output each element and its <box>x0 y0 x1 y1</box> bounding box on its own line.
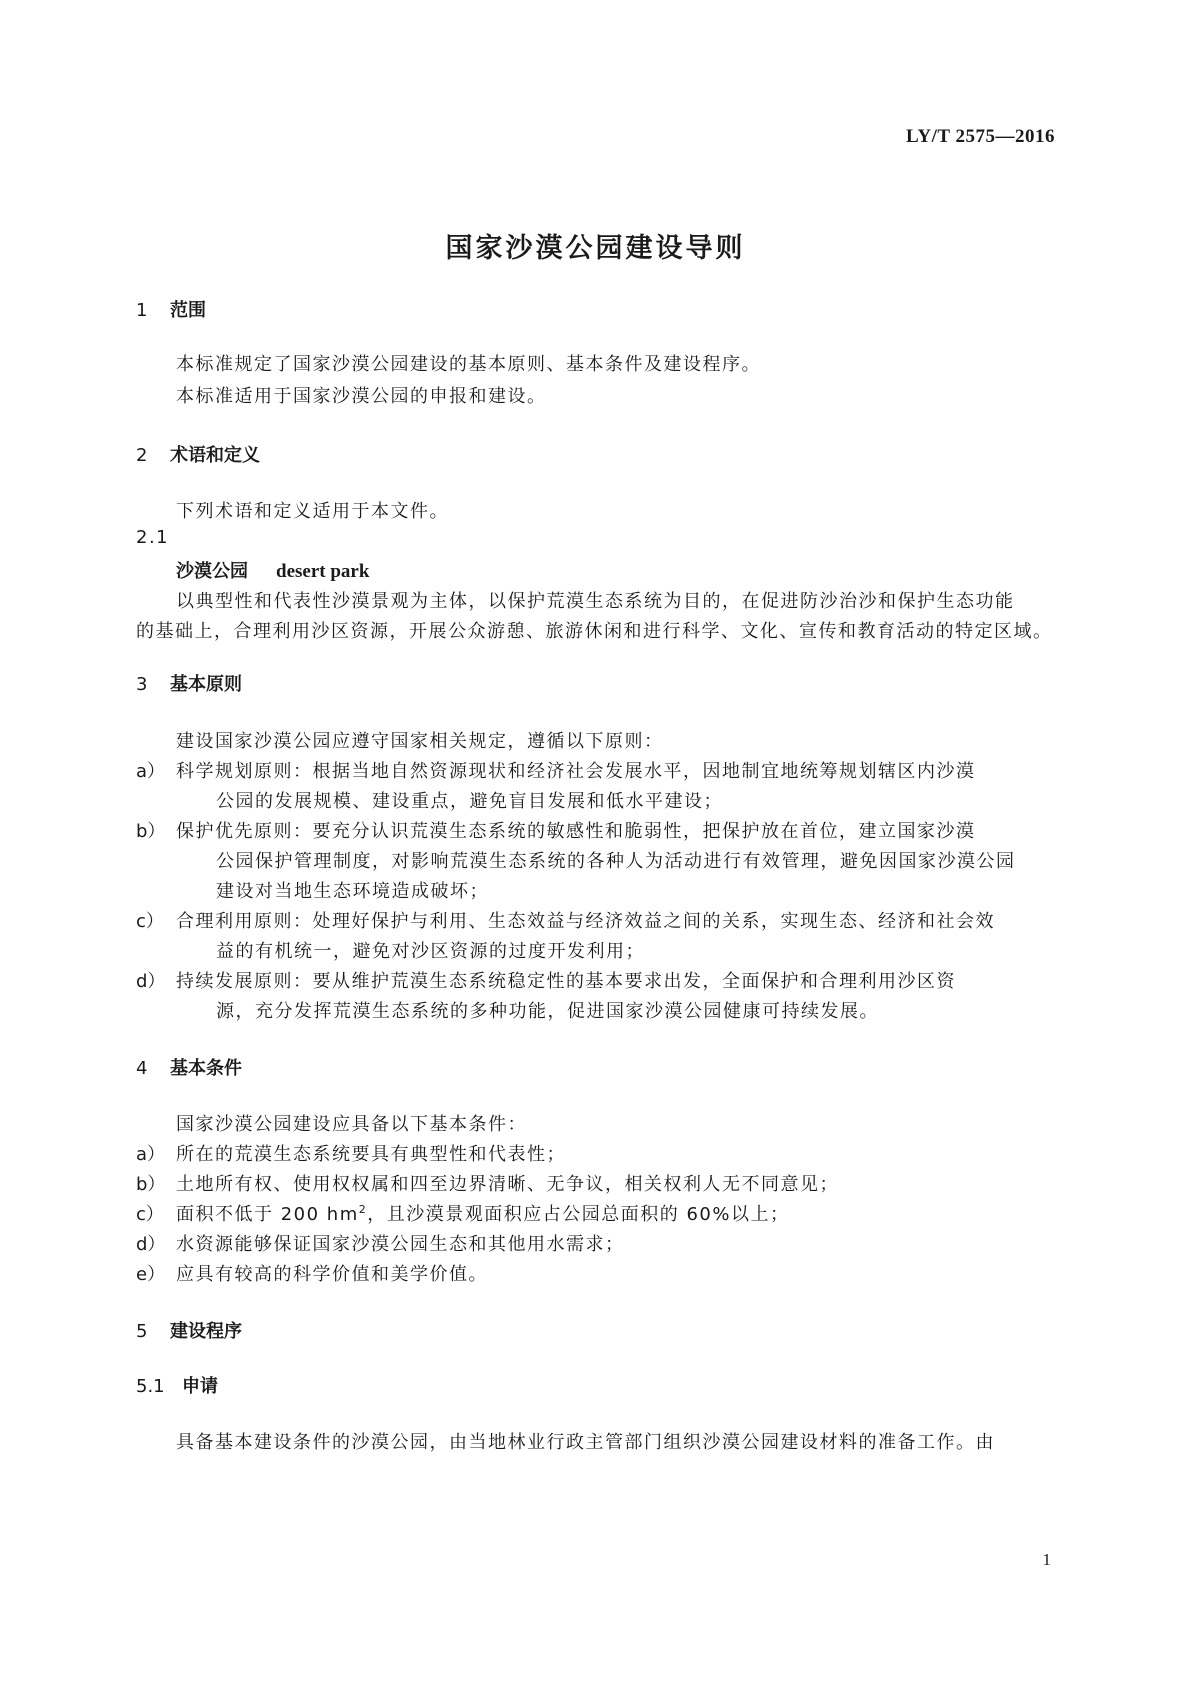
definition-line: 以典型性和代表性沙漠景观为主体，以保护荒漠生态系统为目的，在促进防沙治沙和保护生态功能 <box>176 591 1015 612</box>
term-chinese: 沙漠公园 <box>176 561 248 582</box>
list-text: 面积不低于 200 hm <box>176 1204 359 1225</box>
page-number: 1 <box>1042 1550 1051 1569</box>
list-marker: a） <box>136 1144 166 1165</box>
list-text: 水资源能够保证国家沙漠公园生态和其他用水需求； <box>176 1234 625 1255</box>
list-text: 应具有较高的科学价值和美学价值。 <box>176 1264 488 1285</box>
list-item <box>136 1200 789 1226</box>
section-number: 4 <box>136 1058 148 1079</box>
paragraph: 建设国家沙漠公园应遵守国家相关规定，遵循以下原则： <box>176 731 664 752</box>
subsection-title: 申请 <box>182 1376 218 1397</box>
list-marker: d） <box>136 1234 166 1255</box>
list-marker: c） <box>136 1204 164 1225</box>
list-marker: b） <box>136 821 166 842</box>
standard-code: LY/T 2575—2016 <box>905 126 1055 147</box>
list-marker: b） <box>136 1174 166 1195</box>
definition-line: 的基础上，合理利用沙区资源，开展公众游憩、旅游休闲和进行科学、文化、宣传和教育活动的特定区域。 <box>136 621 1053 642</box>
list-continuation: 源，充分发挥荒漠生态系统的多种功能，促进国家沙漠公园健康可持续发展。 <box>216 1001 879 1022</box>
list-text: 所在的荒漠生态系统要具有典型性和代表性； <box>176 1144 566 1165</box>
paragraph: 国家沙漠公园建设应具备以下基本条件： <box>176 1114 527 1135</box>
list-item <box>136 967 956 993</box>
document-title: 国家沙漠公园建设导则 <box>445 233 746 264</box>
section-number: 2 <box>136 445 148 466</box>
list-continuation: 益的有机统一，避免对沙区资源的过度开发利用； <box>216 941 645 962</box>
list-text: ，且沙漠景观面积应占公园总面积的 60%以上； <box>367 1204 790 1225</box>
section-1-heading <box>136 296 206 322</box>
term-entry <box>176 557 369 583</box>
list-item <box>136 907 995 933</box>
section-title: 术语和定义 <box>170 445 260 466</box>
list-text: 持续发展原则：要从维护荒漠生态系统稳定性的基本要求出发，全面保护和合理利用沙区资 <box>176 971 956 992</box>
list-item <box>136 817 976 843</box>
section-3-heading <box>136 670 242 696</box>
list-continuation: 建设对当地生态环境造成破坏； <box>216 881 489 902</box>
list-item <box>136 1230 625 1256</box>
section-number: 3 <box>136 674 148 695</box>
section-number: 1 <box>136 300 148 321</box>
list-item <box>136 1260 488 1286</box>
list-marker: c） <box>136 911 164 932</box>
paragraph: 本标准规定了国家沙漠公园建设的基本原则、基本条件及建设程序。 <box>176 354 761 375</box>
section-title: 基本原则 <box>170 674 242 695</box>
paragraph: 本标准适用于国家沙漠公园的申报和建设。 <box>176 386 547 407</box>
list-item <box>136 757 976 783</box>
list-continuation: 公园的发展规模、建设重点，避免盲目发展和低水平建设； <box>216 791 723 812</box>
section-number: 5 <box>136 1321 148 1342</box>
list-continuation: 公园保护管理制度，对影响荒漠生态系统的各种人为活动进行有效管理，避免因国家沙漠公园 <box>216 851 1016 872</box>
subsection-number: 2.1 <box>136 527 170 548</box>
section-2-heading <box>136 441 260 467</box>
section-title: 建设程序 <box>170 1321 242 1342</box>
list-marker: d） <box>136 971 166 992</box>
section-title: 基本条件 <box>170 1058 242 1079</box>
paragraph: 下列术语和定义适用于本文件。 <box>176 501 449 522</box>
subsection-5-1-heading <box>136 1372 218 1398</box>
list-text: 科学规划原则：根据当地自然资源现状和经济社会发展水平，因地制宜地统筹规划辖区内沙漠 <box>176 761 976 782</box>
section-title: 范围 <box>170 300 206 321</box>
list-marker: a） <box>136 761 166 782</box>
list-item <box>136 1170 839 1196</box>
section-5-heading <box>136 1317 242 1343</box>
list-text: 合理利用原则：处理好保护与利用、生态效益与经济效益之间的关系，实现生态、经济和社会效 <box>176 911 995 932</box>
list-text: 保护优先原则：要充分认识荒漠生态系统的敏感性和脆弱性，把保护放在首位，建立国家沙漠 <box>176 821 976 842</box>
list-item <box>136 1140 566 1166</box>
paragraph: 具备基本建设条件的沙漠公园，由当地林业行政主管部门组织沙漠公园建设材料的准备工作。由 <box>176 1432 995 1453</box>
section-4-heading <box>136 1054 242 1080</box>
list-text: 土地所有权、使用权权属和四至边界清晰、无争议，相关权利人无不同意见； <box>176 1174 839 1195</box>
superscript: 2 <box>358 1203 368 1216</box>
subsection-number: 5.1 <box>136 1376 165 1397</box>
list-marker: e） <box>136 1264 166 1285</box>
term-english: desert park <box>276 561 370 582</box>
